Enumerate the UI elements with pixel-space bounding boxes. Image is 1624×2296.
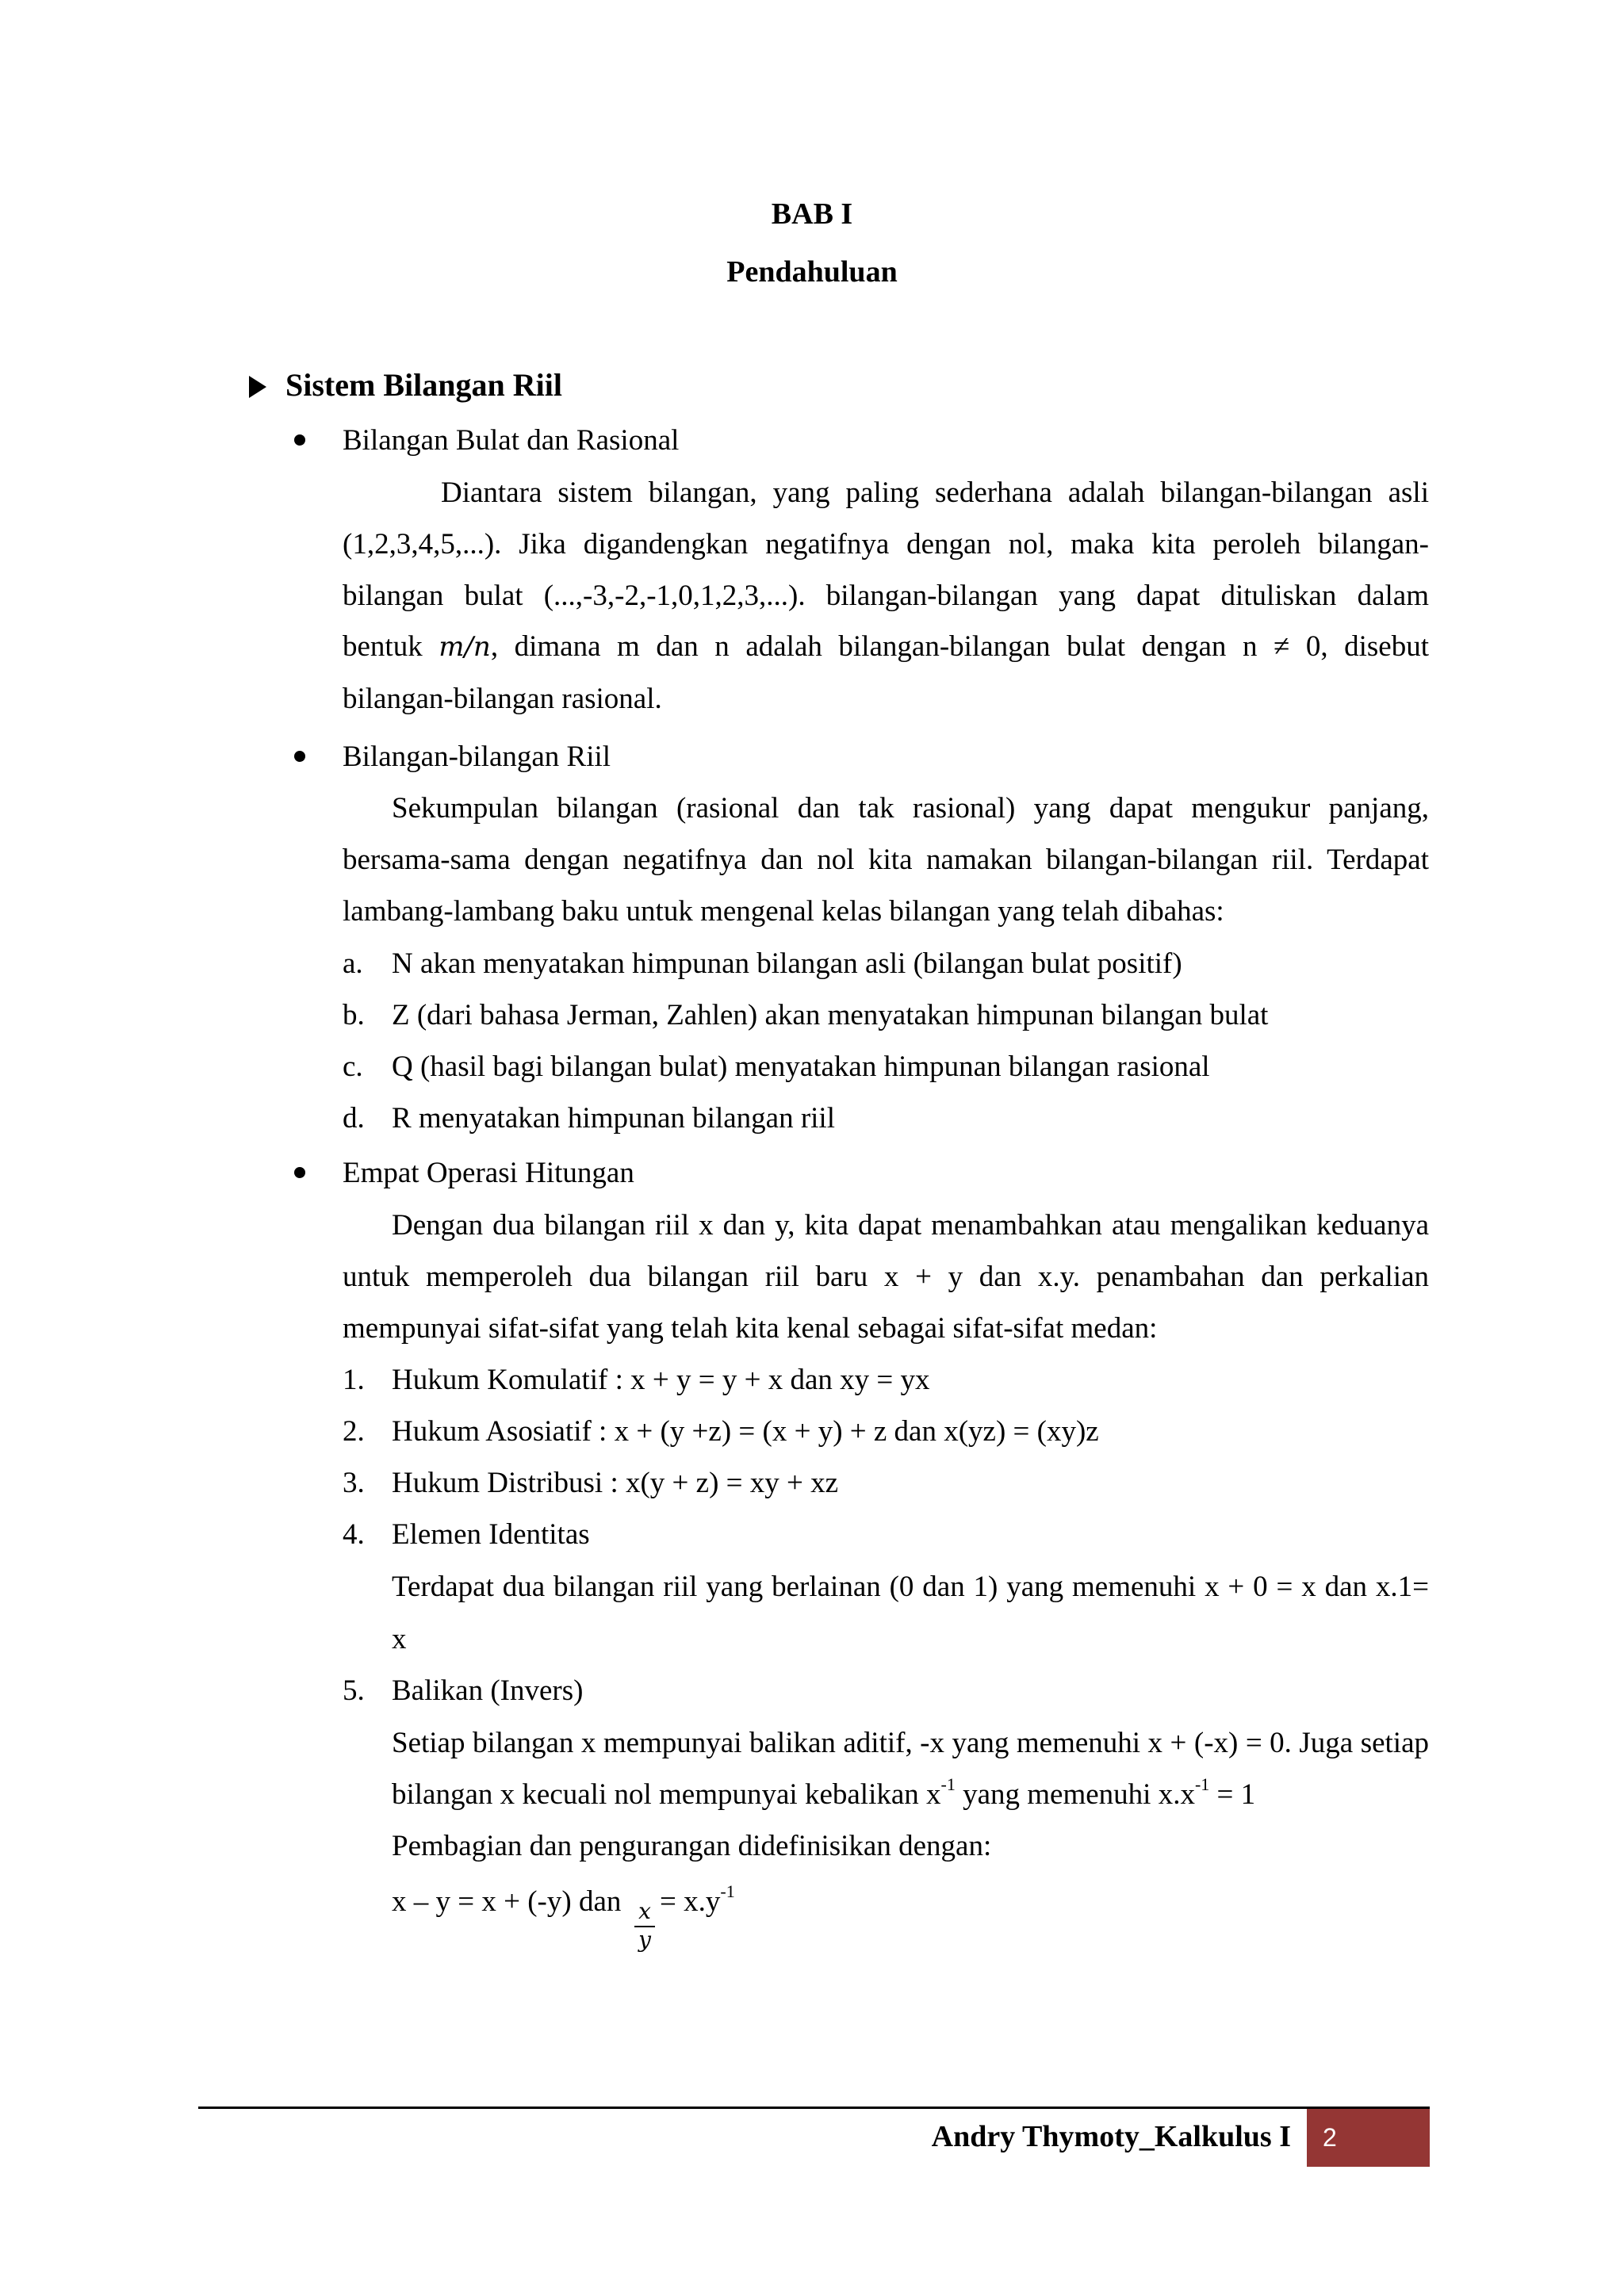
list-marker: b.	[343, 999, 365, 1031]
list-marker: 2.	[343, 1415, 365, 1448]
list-item: N akan menyatakan himpunan bilangan asli (bilangan bulat positif)	[392, 947, 1182, 980]
bullet-icon	[294, 751, 305, 762]
paragraph-line: Pembagian dan pengurangan didefinisikan dengan:	[392, 1830, 992, 1862]
list-item: Z (dari bahasa Jerman, Zahlen) akan menyatakan himpunan bilangan bulat	[392, 999, 1269, 1031]
page-number: 2	[1323, 2123, 1337, 2152]
paragraph-line: Terdapat dua bilangan riil yang berlainan (0 dan 1) yang memenuhi x + 0 = x dan x.1=	[392, 1571, 1429, 1603]
paragraph-line: Sekumpulan bilangan (rasional dan tak rasional) yang dapat mengukur panjang,	[392, 792, 1429, 825]
list-marker: c.	[343, 1050, 363, 1083]
list-marker: 1.	[343, 1364, 365, 1396]
list-marker: 3.	[343, 1467, 365, 1499]
list-marker: a.	[343, 947, 363, 980]
list-marker: 4.	[343, 1518, 365, 1551]
footer-rule	[198, 2107, 1430, 2109]
subsection-title-bulat-rasional: Bilangan Bulat dan Rasional	[343, 424, 680, 457]
paragraph-line: mempunyai sifat-sifat yang telah kita kenal sebagai sifat-sifat medan:	[343, 1312, 1158, 1345]
paragraph-line: bilangan bulat (...,-3,-2,-1,0,1,2,3,...). bilangan-bilangan yang dapat dituliskan dalam	[343, 580, 1429, 612]
paragraph-line: bilangan x kecuali nol mempunyai kebalikan $x^{-1}$ yang memenuhi $x.x^{-1} = 1$	[392, 1774, 1256, 1811]
list-item: Hukum Komulatif : x + y = y + x dan xy = yx	[392, 1364, 930, 1396]
paragraph-line: untuk memperoleh dua bilangan riil baru x + y dan x.y. penambahan dan perkalian	[343, 1261, 1429, 1293]
list-marker: 5.	[343, 1674, 365, 1707]
paragraph-line: Dengan dua bilangan riil x dan y, kita dapat menambahkan atau mengalikan keduanya	[392, 1209, 1429, 1242]
arrow-bullet-icon	[249, 376, 266, 398]
subsection-title-operasi: Empat Operasi Hitungan	[343, 1157, 634, 1189]
formula-division: = $x.y^{-1}$	[660, 1881, 735, 1918]
paragraph-line: x	[392, 1623, 407, 1655]
list-item: R menyatakan himpunan bilangan riil	[392, 1102, 835, 1135]
section-heading	[249, 369, 562, 401]
paragraph-line: lambang-lambang baku untuk mengenal kelas bilangan yang telah dibahas:	[343, 895, 1224, 928]
chapter-subtitle: Pendahuluan	[726, 255, 898, 289]
list-item: Elemen Identitas	[392, 1518, 590, 1551]
formula-subtraction: x – y = x + (-y) dan	[392, 1885, 622, 1918]
paragraph-line: bersama-sama dengan negatifnya dan nol kita namakan bilangan-bilangan riil. Terdapat	[343, 844, 1429, 876]
bullet-icon	[294, 434, 305, 446]
footer-author: Andry Thymoty_Kalkulus I	[931, 2120, 1291, 2153]
section-title: Sistem Bilangan Riil	[285, 367, 562, 403]
subsection-title-riil: Bilangan-bilangan Riil	[343, 740, 611, 773]
list-item: Balikan (Invers)	[392, 1674, 584, 1707]
bullet-icon	[294, 1167, 305, 1178]
list-item: Q (hasil bagi bilangan bulat) menyatakan himpunan bilangan rasional	[392, 1050, 1210, 1083]
math-fraction-mn: m/n	[439, 631, 491, 663]
paragraph-line: Diantara sistem bilangan, yang paling sederhana adalah bilangan-bilangan asli	[441, 476, 1429, 509]
page-number-box	[1307, 2109, 1430, 2167]
chapter-title: BAB I	[771, 197, 853, 231]
list-marker: d.	[343, 1102, 365, 1135]
list-item: Hukum Distribusi : x(y + z) = xy + xz	[392, 1467, 839, 1499]
list-item: Hukum Asosiatif : x + (y +z) = (x + y) + z dan x(yz) = (xy)z	[392, 1415, 1099, 1448]
paragraph-line: bilangan-bilangan rasional.	[343, 683, 662, 715]
paragraph-line: Setiap bilangan x mempunyai balikan aditif, -x yang memenuhi x + (-x) = 0. Juga setiap	[392, 1727, 1429, 1759]
paragraph-line: (1,2,3,4,5,...). Jika digandengkan negatifnya dengan nol, maka kita peroleh bilangan-	[343, 528, 1429, 561]
math-fraction-xy: x y	[634, 1900, 655, 1953]
paragraph-line: bentuk m/n, dimana m dan n adalah bilangan-bilangan bulat dengan n ≠ 0, disebut	[343, 630, 1429, 663]
